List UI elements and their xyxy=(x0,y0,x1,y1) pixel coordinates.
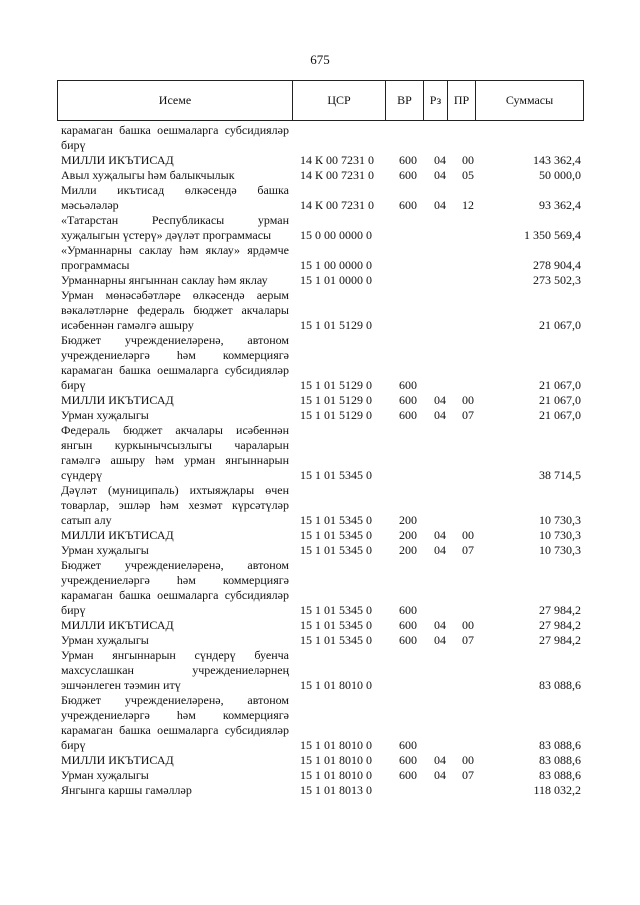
row-csr: 15 1 01 8010 0 xyxy=(300,768,372,782)
row-rz: 04 xyxy=(434,528,446,542)
row-csr: 15 1 01 5345 0 xyxy=(300,468,372,482)
row-rz: 04 xyxy=(434,543,446,557)
table-row xyxy=(61,783,581,798)
row-vr: 600 xyxy=(399,198,417,212)
row-name: Урман мөнәсәбәтләре өлкәсендә аерым вәкаләтләрне федераль бюджет акчалары исәбеннән гамәлгә ашыру xyxy=(61,288,289,332)
table-row xyxy=(61,393,581,408)
row-vr: 600 xyxy=(399,618,417,632)
row-csr: 15 1 01 8010 0 xyxy=(300,678,372,692)
row-name: Дәүләт (муниципаль) ихтыяҗлары өчен товарлар, эшләр һәм хезмәт күрсәтүләр сатып алу xyxy=(61,483,289,527)
row-sum: 93 362,4 xyxy=(539,198,581,212)
row-vr: 200 xyxy=(399,528,417,542)
table-row xyxy=(61,183,581,213)
row-sum: 143 362,4 xyxy=(533,153,581,167)
table-row xyxy=(61,753,581,768)
table-row xyxy=(61,153,581,168)
table-row xyxy=(61,633,581,648)
row-sum: 118 032,2 xyxy=(533,783,581,797)
row-csr: 15 1 01 5345 0 xyxy=(300,528,372,542)
row-rz: 04 xyxy=(434,153,446,167)
row-sum: 1 350 569,4 xyxy=(524,228,581,242)
header-pr: ПР xyxy=(448,81,476,120)
row-csr: 15 1 01 5129 0 xyxy=(300,408,372,422)
row-vr: 600 xyxy=(399,753,417,767)
row-csr: 15 1 01 5345 0 xyxy=(300,633,372,647)
table-row xyxy=(61,123,581,153)
table-row xyxy=(61,558,581,618)
row-name: Авыл хуҗалыгы һәм балыкчылык xyxy=(61,168,235,182)
row-sum: 10 730,3 xyxy=(539,528,581,542)
row-name: Бюджет учреждениеләренә, автоном учреждениеләргә һәм коммерциягә карамаган башка оешмаларга субсидияләр бирү xyxy=(61,558,289,617)
table-row xyxy=(61,693,581,753)
table-row xyxy=(61,768,581,783)
row-rz: 04 xyxy=(434,393,446,407)
row-sum: 83 088,6 xyxy=(539,768,581,782)
row-name: Урман хуҗалыгы xyxy=(61,408,149,422)
page-number: 675 xyxy=(310,52,330,67)
row-name: Янгынга каршы гамәлләр xyxy=(61,783,192,797)
row-sum: 83 088,6 xyxy=(539,678,581,692)
row-vr: 600 xyxy=(399,633,417,647)
table-row xyxy=(61,543,581,558)
row-name: МИЛЛИ ИКЪТИСАД xyxy=(61,753,174,767)
row-vr: 600 xyxy=(399,378,417,392)
row-name: Урманнарны янгыннан саклау һәм яклау xyxy=(61,273,268,287)
row-csr: 15 1 01 8013 0 xyxy=(300,783,372,797)
row-name: Бюджет учреждениеләренә, автоном учреждениеләргә һәм коммерциягә карамаган башка оешмаларга субсидияләр бирү xyxy=(61,333,289,392)
row-csr: 15 1 01 8010 0 xyxy=(300,753,372,767)
row-rz: 04 xyxy=(434,618,446,632)
row-vr: 600 xyxy=(399,168,417,182)
row-csr: 14 К 00 7231 0 xyxy=(300,168,375,182)
row-vr: 600 xyxy=(399,603,417,617)
header-sum: Суммасы xyxy=(505,93,554,107)
row-sum: 10 730,3 xyxy=(539,543,581,557)
row-pr: 00 xyxy=(462,618,474,632)
header-vr: ВР xyxy=(386,81,424,120)
row-sum: 21 067,0 xyxy=(539,318,581,332)
row-name: Урман хуҗалыгы xyxy=(61,633,149,647)
table-row xyxy=(61,213,581,243)
row-csr: 15 1 01 5345 0 xyxy=(300,603,372,617)
row-pr: 00 xyxy=(462,753,474,767)
table-row xyxy=(61,333,581,393)
row-sum: 27 984,2 xyxy=(539,603,581,617)
row-rz: 04 xyxy=(434,768,446,782)
row-pr: 12 xyxy=(462,198,474,212)
row-vr: 600 xyxy=(399,393,417,407)
row-vr: 600 xyxy=(399,153,417,167)
header-name: Исеме xyxy=(58,81,293,120)
row-sum: 21 067,0 xyxy=(539,393,581,407)
row-name: МИЛЛИ ИКЪТИСАД xyxy=(61,393,174,407)
row-rz: 04 xyxy=(434,198,446,212)
row-name: Урман хуҗалыгы xyxy=(61,543,149,557)
row-csr: 15 0 00 0000 0 xyxy=(300,228,372,242)
row-name: Бюджет учреждениеләренә, автоном учреждениеләргә һәм коммерциягә карамаган башка оешмаларга субсидияләр бирү xyxy=(61,693,289,752)
row-sum: 21 067,0 xyxy=(539,408,581,422)
row-sum: 50 000,0 xyxy=(539,168,581,182)
row-csr: 15 1 01 5129 0 xyxy=(300,378,372,392)
table-row xyxy=(61,168,581,183)
row-rz: 04 xyxy=(434,633,446,647)
row-vr: 600 xyxy=(399,768,417,782)
table-row xyxy=(61,273,581,288)
row-vr: 200 xyxy=(399,513,417,527)
row-name: МИЛЛИ ИКЪТИСАД xyxy=(61,618,174,632)
row-rz: 04 xyxy=(434,753,446,767)
row-sum: 38 714,5 xyxy=(539,468,581,482)
row-sum: 21 067,0 xyxy=(539,378,581,392)
row-csr: 15 1 01 5345 0 xyxy=(300,618,372,632)
row-csr: 15 1 01 5345 0 xyxy=(300,543,372,557)
row-vr: 600 xyxy=(399,408,417,422)
row-rz: 04 xyxy=(434,408,446,422)
row-csr: 15 1 00 0000 0 xyxy=(300,258,372,272)
row-sum: 83 088,6 xyxy=(539,738,581,752)
table-row xyxy=(61,288,581,333)
row-sum: 278 904,4 xyxy=(533,258,581,272)
row-pr: 00 xyxy=(462,393,474,407)
row-name: «Урманнарны саклау һәм яклау» ярдәмче программасы xyxy=(61,243,289,272)
row-csr: 15 1 01 5345 0 xyxy=(300,513,372,527)
row-csr: 15 1 01 5129 0 xyxy=(300,393,372,407)
row-name: МИЛЛИ ИКЪТИСАД xyxy=(61,528,174,542)
row-csr: 14 К 00 7231 0 xyxy=(300,198,375,212)
row-rz: 04 xyxy=(434,168,446,182)
row-sum: 273 502,3 xyxy=(533,273,581,287)
row-name: Милли икътисад өлкәсендә башка мәсьәләләр xyxy=(61,183,289,212)
table-row xyxy=(61,408,581,423)
table-row xyxy=(61,528,581,543)
row-csr: 15 1 01 5129 0 xyxy=(300,318,372,332)
row-vr: 600 xyxy=(399,738,417,752)
row-pr: 07 xyxy=(462,543,474,557)
row-name: Урман янгыннарын сүндерү буенча махсуслашкан учреждениеләрнең эшчәнлеген тәэмин итү xyxy=(61,648,289,692)
table-row xyxy=(61,423,581,483)
row-name: Урман хуҗалыгы xyxy=(61,768,149,782)
row-name: карамаган башка оешмаларга субсидияләр бирү xyxy=(61,123,289,152)
table-row xyxy=(61,243,581,273)
row-sum: 27 984,2 xyxy=(539,633,581,647)
header-csr: ЦСР xyxy=(293,81,386,120)
row-sum: 27 984,2 xyxy=(539,618,581,632)
row-pr: 00 xyxy=(462,528,474,542)
row-csr: 15 1 01 8010 0 xyxy=(300,738,372,752)
table-row xyxy=(61,618,581,633)
header-rz: Рз xyxy=(424,81,448,120)
row-name: «Татарстан Республикасы урман хуҗалыгын үстерү» дәүләт программасы xyxy=(61,213,289,242)
table-header xyxy=(57,80,584,121)
table-row xyxy=(61,483,581,528)
row-pr: 05 xyxy=(462,168,474,182)
row-vr: 200 xyxy=(399,543,417,557)
row-name: Федераль бюджет акчалары исәбеннән янгын куркынычсызлыгы чараларын гамәлгә ашыру һәм урман янгыннарын сүндерү xyxy=(61,423,289,482)
row-pr: 00 xyxy=(462,153,474,167)
row-pr: 07 xyxy=(462,633,474,647)
table-body xyxy=(61,123,581,798)
row-pr: 07 xyxy=(462,768,474,782)
row-csr: 15 1 01 0000 0 xyxy=(300,273,372,287)
table-row xyxy=(61,648,581,693)
row-sum: 83 088,6 xyxy=(539,753,581,767)
row-name: МИЛЛИ ИКЪТИСАД xyxy=(61,153,174,167)
row-csr: 14 К 00 7231 0 xyxy=(300,153,375,167)
row-sum: 10 730,3 xyxy=(539,513,581,527)
row-pr: 07 xyxy=(462,408,474,422)
